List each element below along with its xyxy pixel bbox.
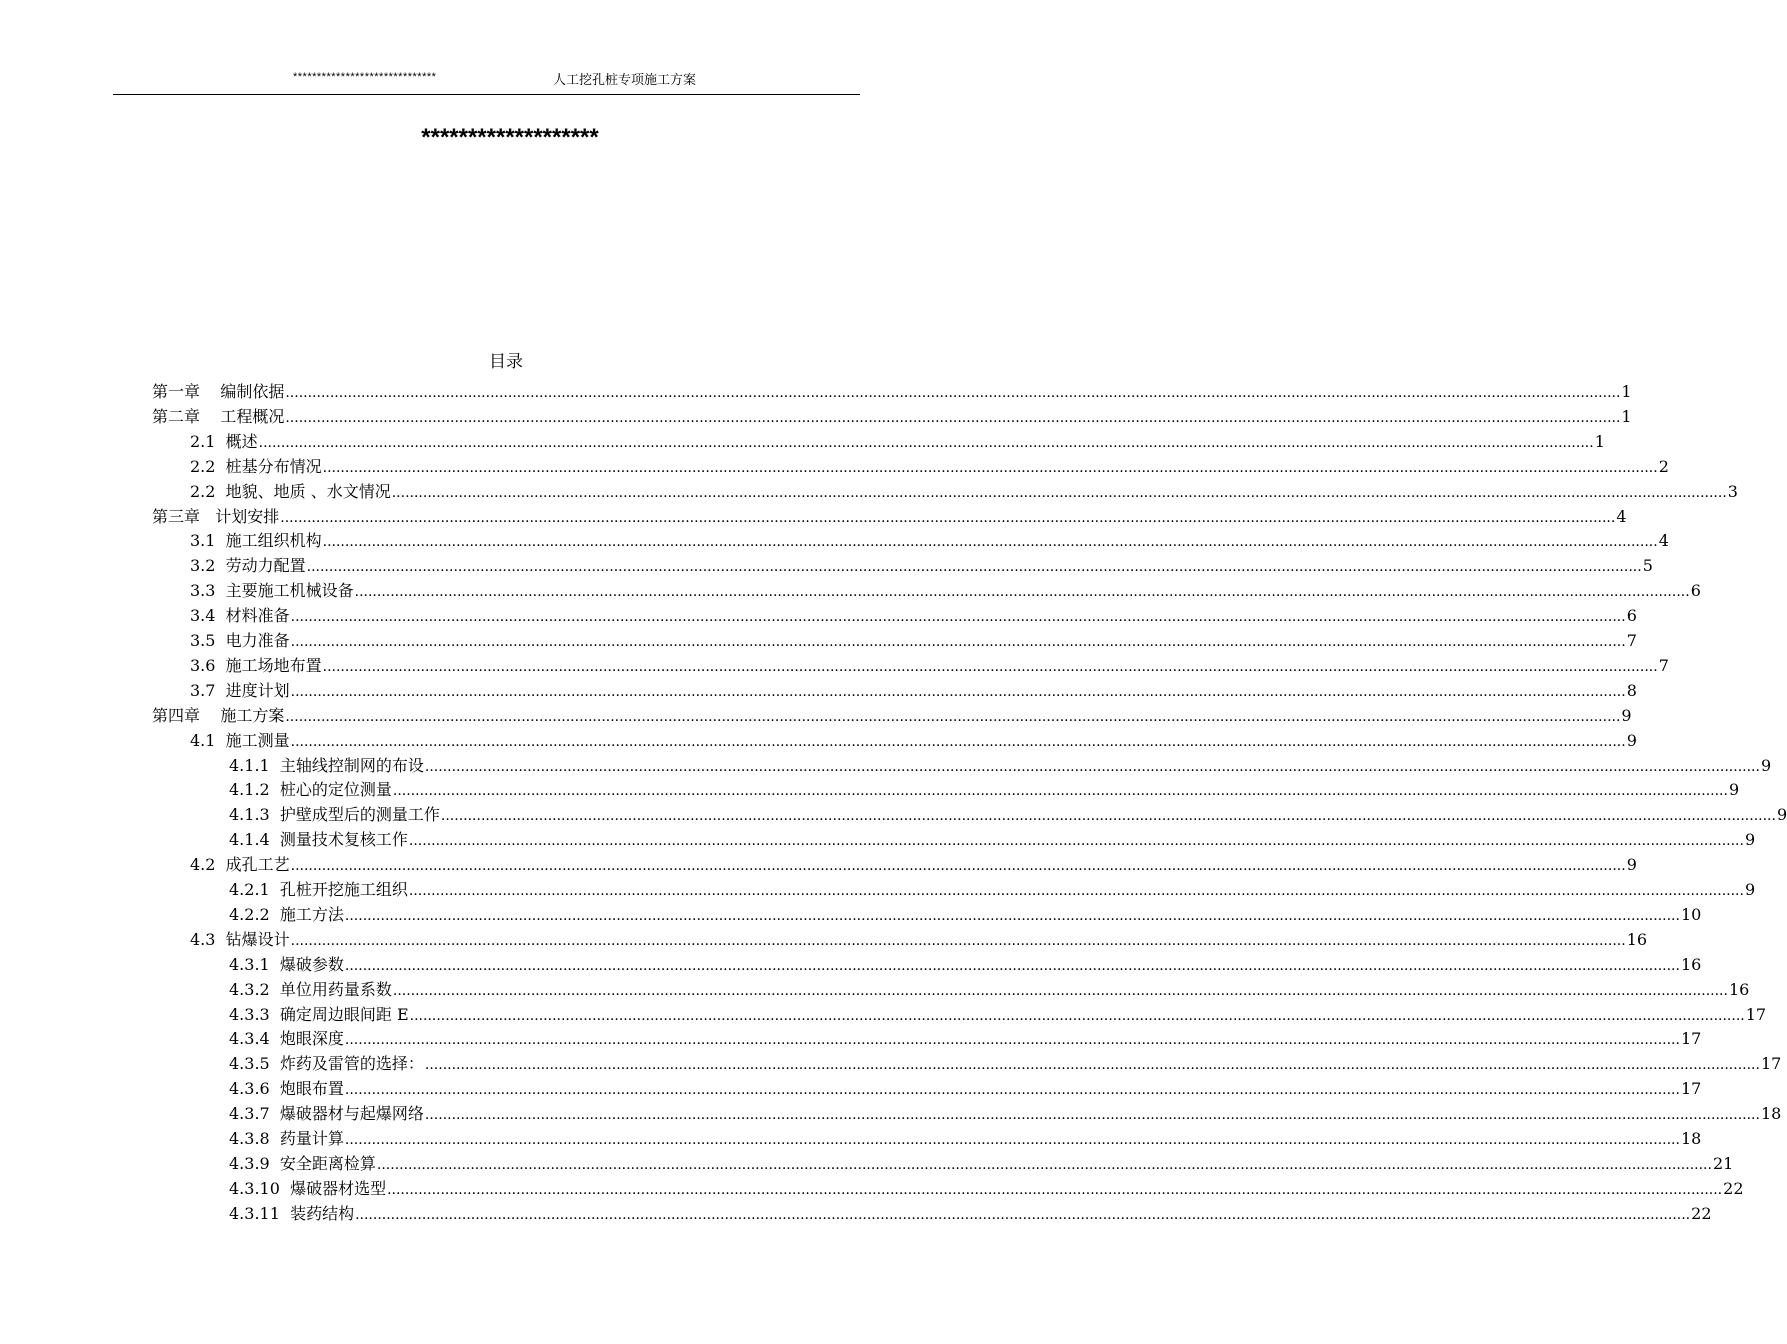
toc-dot-leader: ............................................................................................................................................................................................................................................................................................................ (392, 982, 1728, 999)
toc-dot-leader: ............................................................................................................................................................................................................................................................................................................ (285, 409, 1621, 426)
toc-entry-label: 3.2 劳动力配置 (190, 556, 306, 576)
toc-entry-label: 4.3.7 爆破器材与起爆网络 (229, 1104, 424, 1124)
toc-entry-label: 4.3.11 装药结构 (229, 1203, 355, 1223)
toc-dot-leader: ............................................................................................................................................................................................................................................................................................................ (258, 434, 1594, 451)
toc-dot-leader: ............................................................................................................................................................................................................................................................................................................ (408, 833, 1744, 850)
toc-entry-label: 4.3.5 炸药及雷管的选择： (229, 1054, 424, 1074)
toc-dot-leader: ............................................................................................................................................................................................................................................................................................................ (290, 858, 1626, 875)
toc-entry-page: 18 (1680, 1129, 1702, 1148)
toc-entry-label: 第三章 计划安排 (152, 506, 280, 526)
toc-entry-page: 22 (1691, 1203, 1712, 1223)
toc-entry-page: 5 (1642, 556, 1653, 576)
page-header (113, 66, 860, 95)
toc-entry-label: 3.6 施工场地布置 (190, 655, 322, 675)
toc-dot-leader: ............................................................................................................................................................................................................................................................................................................ (322, 459, 1658, 476)
toc-dot-leader: ............................................................................................................................................................................................................................................................................................................ (290, 634, 1626, 650)
toc-entry-page: 17 (1760, 1054, 1782, 1074)
toc-entry-page: 7 (1658, 655, 1669, 675)
toc-entry-label: 3.3 主要施工机械设备 (190, 581, 354, 601)
toc-entry-page: 22 (1723, 1178, 1744, 1198)
toc-entry[interactable] (229, 1102, 1782, 1126)
toc-dot-leader: ............................................................................................................................................................................................................................................................................................................ (376, 1156, 1712, 1173)
toc-entry-page: 1 (1621, 382, 1632, 401)
toc-entry-label: 4.1.1 主轴线控制网的布设 (229, 755, 424, 775)
document-title: ******************* (421, 124, 599, 151)
toc-title: 目录 (489, 352, 523, 372)
toc-entry-label: 4.3.8 药量计算 (229, 1129, 344, 1148)
toc-entry-label: 3.4 材料准备 (190, 606, 290, 626)
toc-entry[interactable] (190, 480, 1738, 504)
toc-entry-label: 4.1.2 桩心的定位测量 (229, 780, 392, 800)
toc-entry-page: 1 (1594, 431, 1605, 451)
toc-entry[interactable] (190, 529, 1669, 553)
toc-entry-label: 4.3.10 爆破器材选型 (229, 1178, 387, 1198)
toc-entry-page: 17 (1745, 1004, 1767, 1024)
toc-entry-page: 1 (1621, 406, 1632, 426)
toc-entry[interactable] (229, 1202, 1712, 1226)
toc-entry[interactable] (152, 405, 1632, 429)
toc-entry-page: 21 (1712, 1153, 1734, 1173)
toc-dot-leader: ............................................................................................................................................................................................................................................................................................................ (344, 957, 1680, 974)
toc-entry-label: 4.2 成孔工艺 (190, 855, 290, 875)
toc-entry-page: 9 (1760, 755, 1772, 775)
toc-entry-label: 4.3.6 炮眼布置 (229, 1079, 344, 1099)
toc-entry-label: 3.5 电力准备 (190, 631, 290, 650)
toc-dot-leader: ............................................................................................................................................................................................................................................................................................................ (424, 1057, 1760, 1074)
header-title: 人工挖孔桩专项施工方案 (553, 73, 697, 88)
toc-entry-label: 3.7 进度计划 (190, 680, 290, 700)
toc-dot-leader: ............................................................................................................................................................................................................................................................................................................ (344, 1132, 1680, 1148)
toc-entry[interactable] (229, 978, 1750, 1002)
toc-entry-page: 2 (1658, 456, 1669, 476)
toc-dot-leader: ............................................................................................................................................................................................................................................................................................................ (322, 534, 1658, 551)
toc-entry-label: 第二章 工程概况 (152, 406, 285, 426)
toc-entry-label: 4.3 钻爆设计 (190, 929, 290, 949)
toc-entry-page: 10 (1680, 904, 1702, 924)
toc-entry[interactable] (229, 1127, 1702, 1151)
toc-dot-leader: ............................................................................................................................................................................................................................................................................................................ (290, 609, 1626, 626)
toc-entry[interactable] (229, 953, 1702, 977)
toc-dot-leader: ............................................................................................................................................................................................................................................................................................................ (344, 1082, 1680, 1099)
toc-dot-leader: ............................................................................................................................................................................................................................................................................................................ (440, 808, 1776, 825)
toc-entry-label: 4.2.1 孔桩开挖施工组织 (229, 880, 408, 899)
toc-entry-page: 4 (1658, 531, 1669, 551)
toc-entry-label: 4.3.9 安全距离检算 (229, 1153, 376, 1173)
toc-entry[interactable] (190, 554, 1653, 578)
toc-entry[interactable] (190, 654, 1669, 678)
toc-entry-page: 3 (1727, 481, 1738, 501)
toc-entry[interactable] (152, 704, 1632, 728)
toc-dot-leader: ............................................................................................................................................................................................................................................................................................................ (409, 1007, 1745, 1024)
toc-dot-leader: ............................................................................................................................................................................................................................................................................................................ (408, 883, 1744, 899)
toc-dot-leader: ............................................................................................................................................................................................................................................................................................................ (344, 1032, 1680, 1049)
toc-entry[interactable] (229, 903, 1702, 927)
toc-entry-label: 3.1 施工组织机构 (190, 531, 322, 551)
toc-dot-leader: ............................................................................................................................................................................................................................................................................................................ (424, 758, 1760, 775)
toc-entry[interactable] (152, 505, 1627, 529)
toc-entry-page: 16 (1728, 979, 1750, 999)
toc-entry[interactable] (190, 604, 1637, 628)
toc-entry[interactable] (229, 1003, 1767, 1027)
toc-dot-leader: ............................................................................................................................................................................................................................................................................................................ (280, 509, 1616, 526)
toc-entry-page: 6 (1626, 606, 1637, 626)
toc-entry-page: 18 (1760, 1104, 1782, 1124)
toc-entry-page: 17 (1680, 1029, 1702, 1049)
toc-dot-leader: ............................................................................................................................................................................................................................................................................................................ (391, 484, 1727, 501)
toc-entry-label: 4.2.2 施工方法 (229, 904, 344, 924)
toc-entry-label: 4.1 施工测量 (190, 730, 290, 750)
toc-entry-label: 2.2 桩基分布情况 (190, 456, 322, 476)
toc-entry-label: 4.1.3 护壁成型后的测量工作 (229, 805, 440, 825)
toc-dot-leader: ............................................................................................................................................................................................................................................................................................................ (285, 708, 1621, 725)
toc-entry-page: 9 (1626, 855, 1637, 875)
toc-entry-label: 4.3.4 炮眼深度 (229, 1029, 344, 1049)
toc-entry-page: 6 (1690, 581, 1701, 601)
toc-dot-leader: ............................................................................................................................................................................................................................................................................................................ (290, 932, 1626, 949)
toc-entry-page: 9 (1728, 780, 1740, 800)
toc-entry-page: 9 (1744, 830, 1756, 850)
toc-entry-page: 9 (1744, 880, 1756, 899)
toc-entry[interactable] (190, 853, 1637, 877)
toc-entry[interactable] (229, 803, 1787, 827)
toc-entry[interactable] (190, 928, 1648, 952)
toc-entry[interactable] (229, 1052, 1782, 1076)
toc-entry[interactable] (229, 754, 1772, 778)
toc-entry[interactable] (190, 729, 1637, 753)
toc-dot-leader: ............................................................................................................................................................................................................................................................................................................ (290, 683, 1626, 700)
toc-entry[interactable] (229, 1077, 1702, 1101)
toc-entry[interactable] (229, 1152, 1734, 1176)
toc-entry-label: 4.3.3 确定周边眼间距 E (229, 1004, 409, 1024)
toc-entry-page: 8 (1626, 680, 1637, 700)
toc-dot-leader: ............................................................................................................................................................................................................................................................................................................ (387, 1181, 1723, 1198)
toc-entry[interactable] (229, 1177, 1744, 1201)
toc-dot-leader: ............................................................................................................................................................................................................................................................................................................ (392, 783, 1728, 800)
toc-entry-page: 9 (1776, 805, 1787, 825)
toc-dot-leader: ............................................................................................................................................................................................................................................................................................................ (344, 907, 1680, 924)
toc-entry-label: 2.2 地貌、地质 、水文情况 (190, 481, 391, 501)
toc-entry-page: 9 (1626, 730, 1637, 750)
toc-entry[interactable] (190, 629, 1637, 653)
toc-entry-page: 4 (1616, 506, 1627, 526)
toc-dot-leader: ............................................................................................................................................................................................................................................................................................................ (354, 584, 1690, 601)
toc-entry[interactable] (190, 455, 1669, 479)
toc-dot-leader: ............................................................................................................................................................................................................................................................................................................ (322, 658, 1658, 675)
toc-entry-page: 16 (1680, 954, 1702, 974)
toc-dot-leader: ............................................................................................................................................................................................................................................................................................................ (424, 1107, 1760, 1124)
toc-entry-page: 16 (1626, 929, 1648, 949)
toc-entry-page: 9 (1621, 705, 1632, 725)
toc-dot-leader: ............................................................................................................................................................................................................................................................................................................ (290, 733, 1626, 750)
toc-entry[interactable] (190, 579, 1701, 603)
toc-entry[interactable] (229, 828, 1756, 852)
toc-dot-leader: ............................................................................................................................................................................................................................................................................................................ (306, 559, 1642, 576)
toc-entry[interactable] (190, 679, 1637, 703)
toc-entry-label: 第四章 施工方案 (152, 705, 285, 725)
header-left-text: ****************************** (293, 71, 437, 83)
toc-entry-label: 4.3.2 单位用药量系数 (229, 979, 392, 999)
toc-entry-page: 7 (1626, 631, 1637, 650)
toc-entry[interactable] (229, 878, 1756, 902)
toc-entry-page: 17 (1680, 1079, 1702, 1099)
toc-entry[interactable] (152, 380, 1632, 404)
toc-dot-leader: ............................................................................................................................................................................................................................................................................................................ (355, 1206, 1691, 1223)
toc-entry-label: 4.1.4 测量技术复核工作 (229, 830, 408, 850)
toc-entry-label: 4.3.1 爆破参数 (229, 954, 344, 974)
toc-entry[interactable] (190, 430, 1605, 454)
toc-entry-label: 2.1 概述 (190, 431, 258, 451)
toc-entry[interactable] (229, 1027, 1702, 1051)
toc-entry-label: 第一章 编制依据 (152, 382, 285, 401)
toc-entry[interactable] (229, 778, 1740, 802)
toc-dot-leader: ............................................................................................................................................................................................................................................................................................................ (285, 385, 1621, 401)
